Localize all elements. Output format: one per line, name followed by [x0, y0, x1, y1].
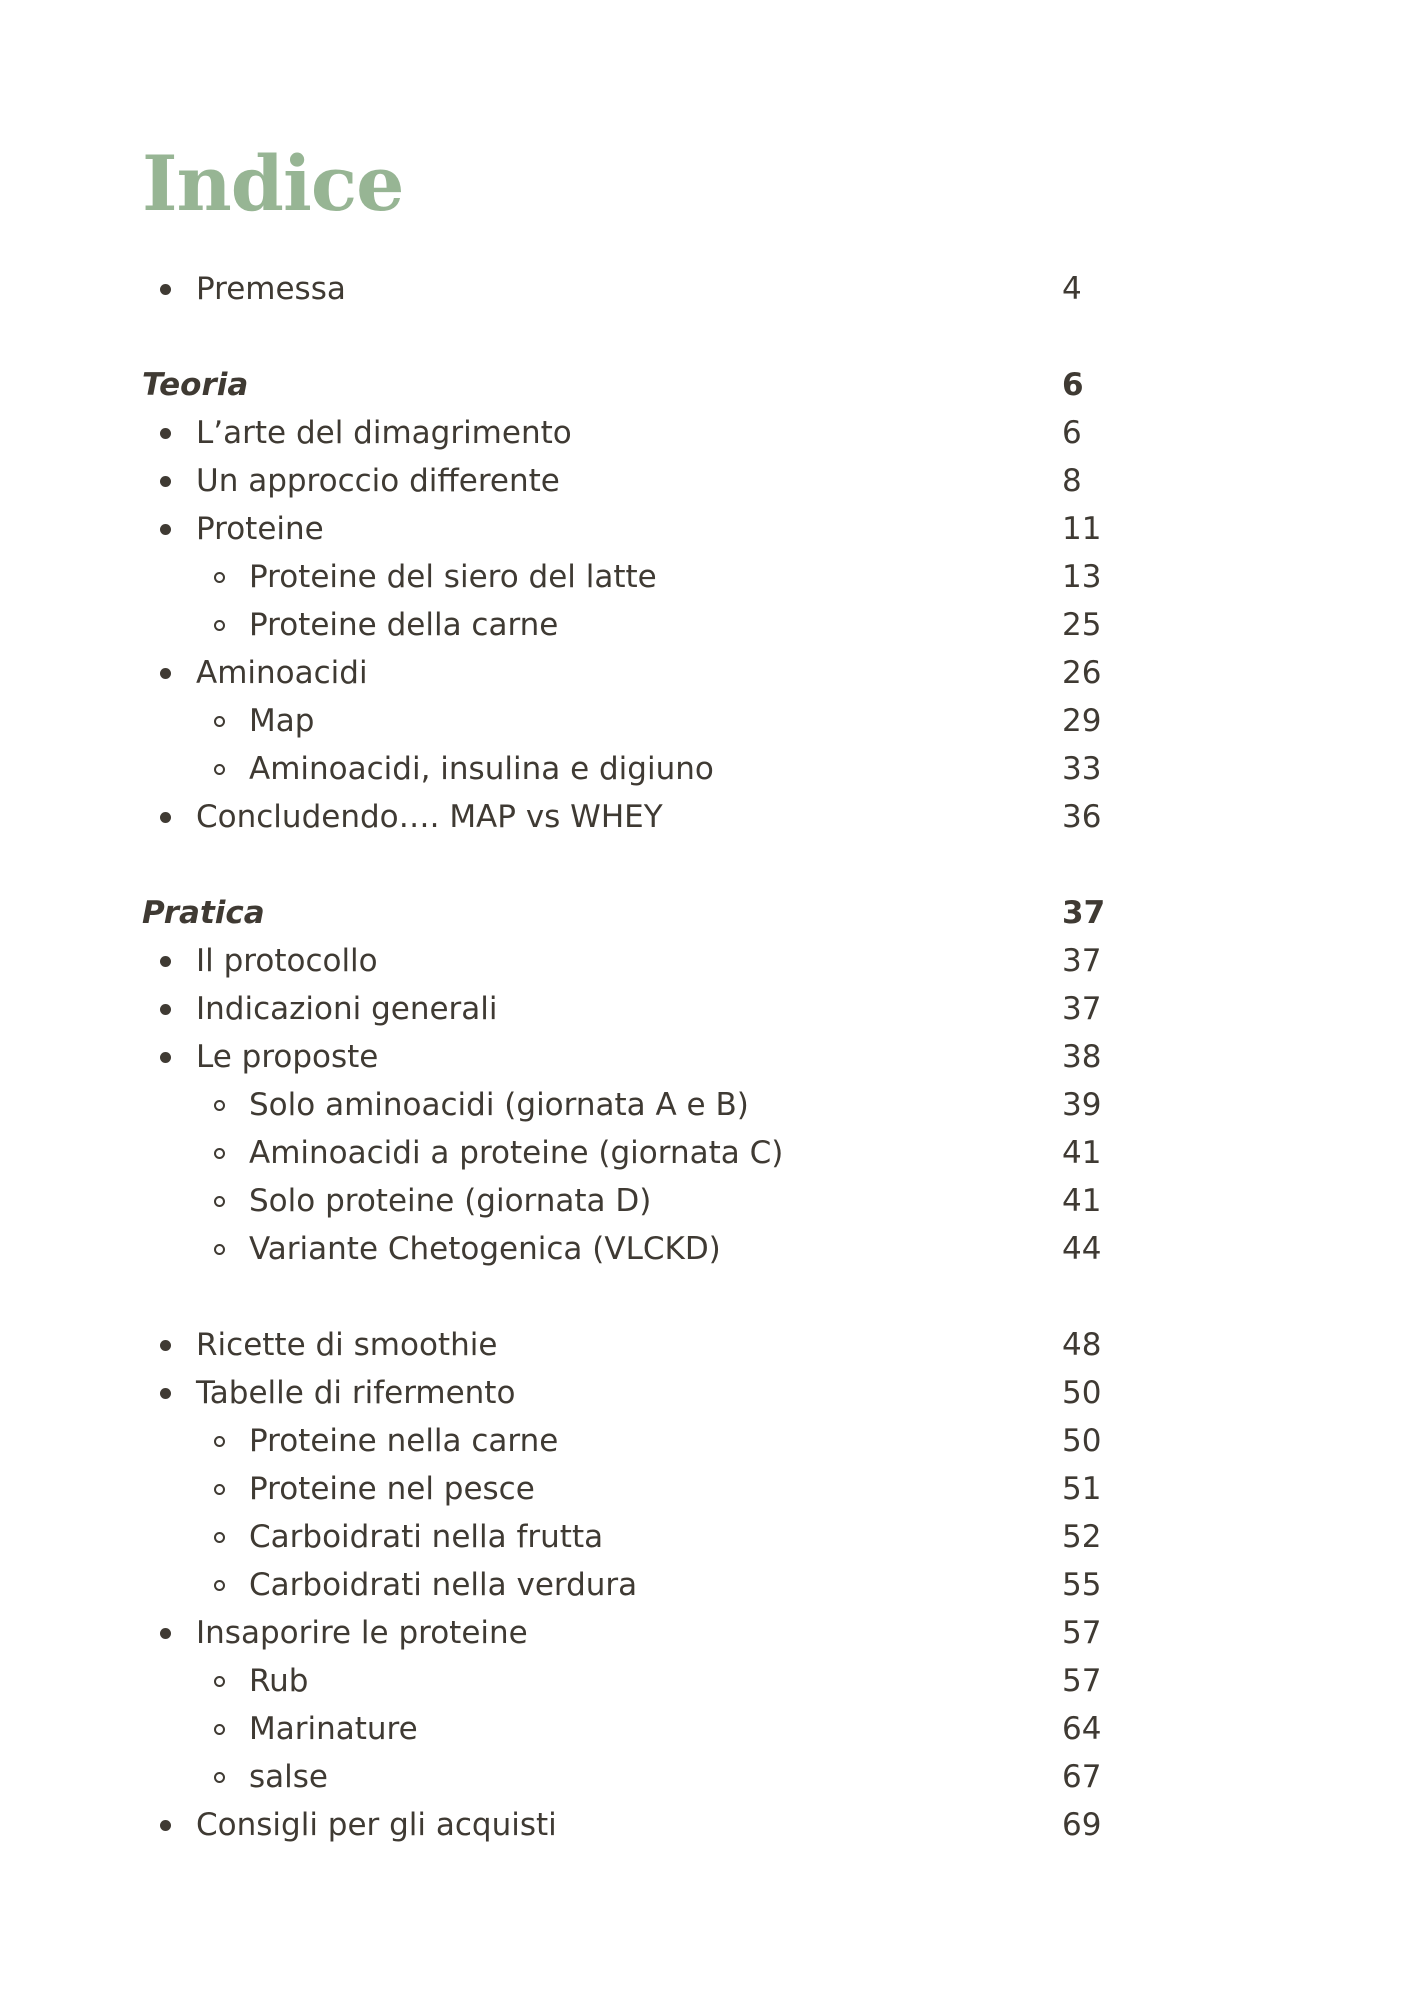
toc-subentry[interactable]	[0, 1657, 1414, 1705]
toc-subentry-page: 39	[1062, 1087, 1102, 1123]
bullet-circle-icon	[214, 1244, 225, 1255]
toc-subentry-label: Variante Chetogenica (VLCKD)	[249, 1231, 721, 1267]
toc-subentry-label: salse	[249, 1759, 328, 1795]
toc-subentry[interactable]	[0, 601, 1414, 649]
toc-subentry[interactable]	[0, 745, 1414, 793]
bullet-circle-icon	[214, 1484, 225, 1495]
toc-subentry[interactable]	[0, 1225, 1414, 1273]
toc-entry[interactable]	[0, 1609, 1414, 1657]
bullet-circle-icon	[214, 1532, 225, 1543]
toc-section-heading[interactable]	[0, 889, 1414, 937]
toc-entry-page: 37	[1062, 943, 1102, 979]
toc-subentry-page: 57	[1062, 1663, 1102, 1699]
toc-entry-page: 57	[1062, 1615, 1102, 1651]
bullet-disc-icon	[160, 668, 171, 679]
toc-section-label: Pratica	[142, 895, 265, 931]
toc-subentry-page: 51	[1062, 1471, 1102, 1507]
bullet-disc-icon	[160, 1052, 171, 1063]
toc-section-page: 6	[1062, 367, 1084, 403]
toc-entry[interactable]	[0, 985, 1414, 1033]
page-title: Indice	[142, 139, 404, 228]
bullet-circle-icon	[214, 716, 225, 727]
toc-entry-label: Concludendo…. MAP vs WHEY	[196, 799, 663, 835]
toc-subentry[interactable]	[0, 697, 1414, 745]
toc-subentry[interactable]	[0, 1753, 1414, 1801]
toc-entry-page: 26	[1062, 655, 1102, 691]
toc-subentry[interactable]	[0, 1561, 1414, 1609]
toc-subentry-page: 52	[1062, 1519, 1102, 1555]
toc-subentry-page: 64	[1062, 1711, 1102, 1747]
toc-subentry-label: Aminoacidi a proteine (giornata C)	[249, 1135, 784, 1171]
toc-subentry[interactable]	[0, 1465, 1414, 1513]
toc-entry-page: 11	[1062, 511, 1102, 547]
bullet-circle-icon	[214, 1436, 225, 1447]
toc-entry-label: L’arte del dimagrimento	[196, 415, 572, 451]
toc-entry-page: 6	[1062, 415, 1082, 451]
toc-entry-label: Le proposte	[196, 1039, 379, 1075]
toc-subentry-page: 44	[1062, 1231, 1102, 1267]
toc-entry-label: Insaporire le proteine	[196, 1615, 528, 1651]
toc-subentry-page: 41	[1062, 1135, 1102, 1171]
toc-entry-label: Indicazioni generali	[196, 991, 498, 1027]
bullet-disc-icon	[160, 1340, 171, 1351]
toc-subentry-page: 50	[1062, 1423, 1102, 1459]
bullet-circle-icon	[214, 620, 225, 631]
bullet-circle-icon	[214, 1772, 225, 1783]
toc-entry-label: Il protocollo	[196, 943, 378, 979]
bullet-disc-icon	[160, 284, 171, 295]
toc-subentry-label: Solo aminoacidi (giornata A e B)	[249, 1087, 749, 1123]
toc-entry-page: 36	[1062, 799, 1102, 835]
toc-section-page: 37	[1062, 895, 1106, 931]
toc-entry-label: Tabelle di rifermento	[196, 1375, 516, 1411]
toc-subentry-label: Proteine nella carne	[249, 1423, 559, 1459]
toc-subentry-page: 67	[1062, 1759, 1102, 1795]
toc-subentry-label: Proteine del siero del latte	[249, 559, 657, 595]
toc-subentry-label: Marinature	[249, 1711, 418, 1747]
bullet-disc-icon	[160, 1388, 171, 1399]
toc-entry-label: Aminoacidi	[196, 655, 368, 691]
toc-entry[interactable]	[0, 1369, 1414, 1417]
toc-subentry-label: Map	[249, 703, 315, 739]
bullet-circle-icon	[214, 572, 225, 583]
toc-section-label: Teoria	[142, 367, 249, 403]
toc-subentry-label: Carboidrati nella verdura	[249, 1567, 638, 1603]
bullet-circle-icon	[214, 1148, 225, 1159]
toc-entry[interactable]	[0, 1801, 1414, 1849]
toc-entry[interactable]	[0, 937, 1414, 985]
toc-entry[interactable]	[0, 265, 1414, 313]
toc-entry-page: 38	[1062, 1039, 1102, 1075]
bullet-circle-icon	[214, 1724, 225, 1735]
toc-subentry-page: 25	[1062, 607, 1102, 643]
bullet-circle-icon	[214, 1100, 225, 1111]
toc-subentry-page: 13	[1062, 559, 1102, 595]
toc-subentry-label: Solo proteine (giornata D)	[249, 1183, 652, 1219]
toc-subentry-page: 41	[1062, 1183, 1102, 1219]
toc-subentry-page: 29	[1062, 703, 1102, 739]
toc-entry[interactable]	[0, 457, 1414, 505]
toc-subentry-page: 33	[1062, 751, 1102, 787]
bullet-circle-icon	[214, 1580, 225, 1591]
toc-entry-label: Proteine	[196, 511, 324, 547]
toc-subentry[interactable]	[0, 1705, 1414, 1753]
bullet-circle-icon	[214, 1676, 225, 1687]
toc-subentry-page: 55	[1062, 1567, 1102, 1603]
toc-entry[interactable]	[0, 409, 1414, 457]
toc-entry-page: 69	[1062, 1807, 1102, 1843]
bullet-disc-icon	[160, 428, 171, 439]
toc-entry[interactable]	[0, 1033, 1414, 1081]
toc-section-heading[interactable]	[0, 361, 1414, 409]
bullet-disc-icon	[160, 476, 171, 487]
toc-subentry-label: Carboidrati nella frutta	[249, 1519, 604, 1555]
toc-entry[interactable]	[0, 1321, 1414, 1369]
bullet-circle-icon	[214, 764, 225, 775]
bullet-disc-icon	[160, 1820, 171, 1831]
toc-subentry[interactable]	[0, 1417, 1414, 1465]
toc-subentry[interactable]	[0, 1081, 1414, 1129]
toc-entry-page: 4	[1062, 271, 1082, 307]
toc-entry-label: Premessa	[196, 271, 346, 307]
toc-entry-page: 37	[1062, 991, 1102, 1027]
toc-subentry[interactable]	[0, 1513, 1414, 1561]
toc-entry-page: 48	[1062, 1327, 1102, 1363]
bullet-disc-icon	[160, 1004, 171, 1015]
toc-subentry-label: Proteine nel pesce	[249, 1471, 535, 1507]
toc-entry-label: Un approccio differente	[196, 463, 560, 499]
toc-subentry-label: Rub	[249, 1663, 309, 1699]
toc-entry[interactable]	[0, 649, 1414, 697]
toc-subentry[interactable]	[0, 1129, 1414, 1177]
toc-entry-page: 50	[1062, 1375, 1102, 1411]
bullet-disc-icon	[160, 956, 171, 967]
toc-subentry-label: Proteine della carne	[249, 607, 559, 643]
toc-subentry[interactable]	[0, 553, 1414, 601]
toc-entry[interactable]	[0, 505, 1414, 553]
bullet-disc-icon	[160, 524, 171, 535]
toc-entry-label: Consigli per gli acquisti	[196, 1807, 557, 1843]
toc-subentry-label: Aminoacidi, insulina e digiuno	[249, 751, 714, 787]
toc-entry[interactable]	[0, 793, 1414, 841]
bullet-circle-icon	[214, 1196, 225, 1207]
toc-entry-label: Ricette di smoothie	[196, 1327, 498, 1363]
bullet-disc-icon	[160, 1628, 171, 1639]
bullet-disc-icon	[160, 812, 171, 823]
toc-entry-page: 8	[1062, 463, 1082, 499]
toc-subentry[interactable]	[0, 1177, 1414, 1225]
